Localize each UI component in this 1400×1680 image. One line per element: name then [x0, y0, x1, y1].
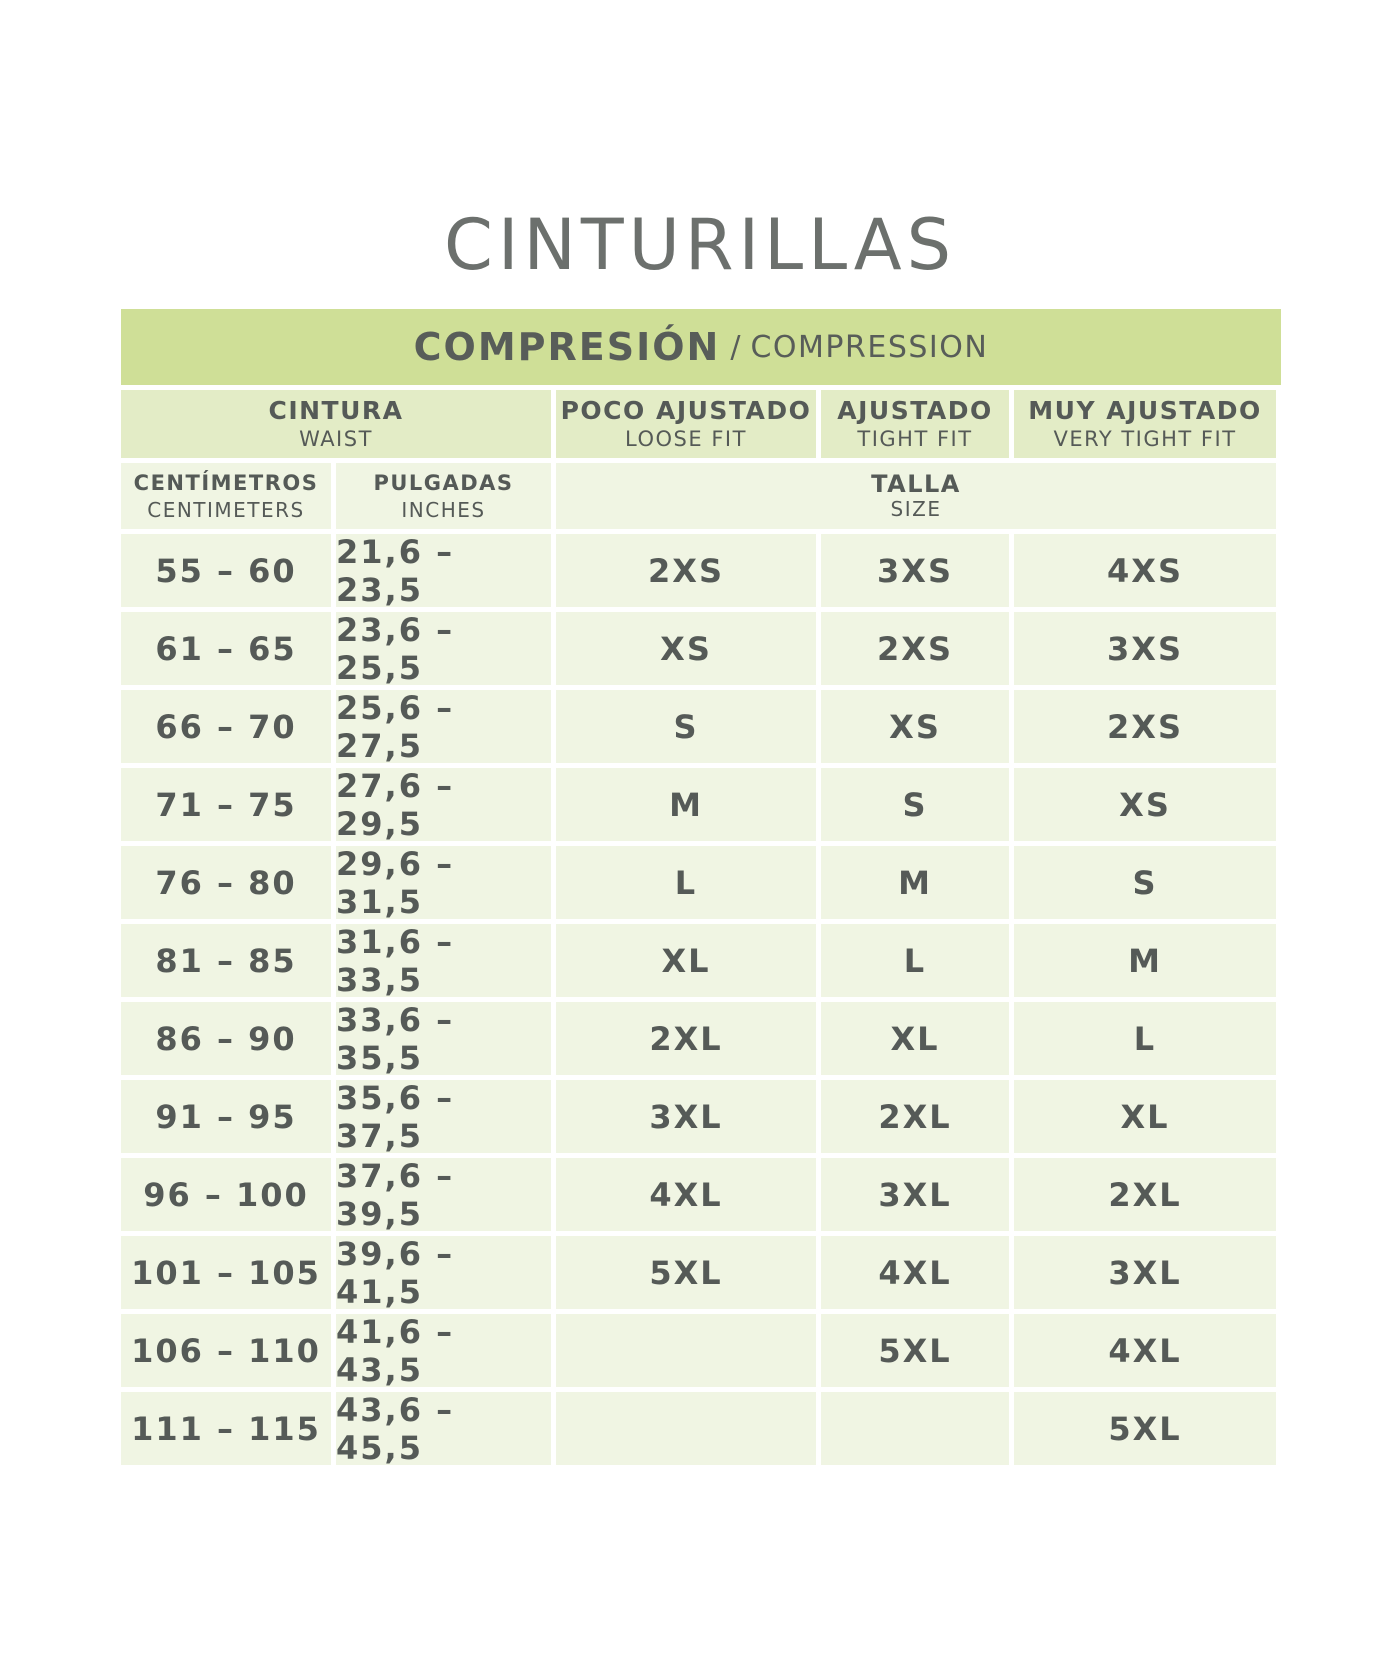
centimeters-cell: 101 – 105 [121, 1236, 331, 1309]
very-tight-fit-size-cell: 2XS [1014, 690, 1276, 763]
inches-cell: 21,6 – 23,5 [336, 534, 551, 607]
inches-cell: 25,6 – 27,5 [336, 690, 551, 763]
size-header-es: TALLA [871, 470, 961, 498]
very-tight-fit-size-cell: 3XL [1014, 1236, 1276, 1309]
very-tight-fit-size-cell: XS [1014, 768, 1276, 841]
very-tight-fit-size-cell: 5XL [1014, 1392, 1276, 1465]
very-tight-fit-size-cell: XL [1014, 1080, 1276, 1153]
very-tight-fit-header-en: VERY TIGHT FIT [1053, 427, 1237, 451]
table-row [121, 612, 1281, 685]
waist-header [121, 390, 551, 458]
inches-cell: 35,6 – 37,5 [336, 1080, 551, 1153]
size-header-en: SIZE [890, 497, 942, 521]
very-tight-fit-size-cell: 4XL [1014, 1314, 1276, 1387]
loose-fit-size-cell: 3XL [556, 1080, 816, 1153]
tight-fit-size-cell: XL [821, 1002, 1009, 1075]
tight-fit-size-cell: L [821, 924, 1009, 997]
loose-fit-size-cell: XL [556, 924, 816, 997]
table-row [121, 1080, 1281, 1153]
tight-fit-size-cell: 2XL [821, 1080, 1009, 1153]
centimeters-header-en: CENTIMETERS [147, 498, 305, 522]
centimeters-cell: 86 – 90 [121, 1002, 331, 1075]
loose-fit-size-cell: 5XL [556, 1236, 816, 1309]
very-tight-fit-size-cell: 4XS [1014, 534, 1276, 607]
loose-fit-header-es: POCO AJUSTADO [560, 396, 812, 425]
page-title: CINTURILLAS [443, 204, 957, 286]
centimeters-cell: 81 – 85 [121, 924, 331, 997]
banner-separator: / [730, 329, 741, 365]
tight-fit-size-cell: M [821, 846, 1009, 919]
size-header [556, 463, 1276, 529]
banner-title-es: COMPRESIÓN [413, 325, 721, 369]
tight-fit-size-cell: 3XS [821, 534, 1009, 607]
inches-cell: 33,6 – 35,5 [336, 1002, 551, 1075]
banner-title-en: COMPRESSION [750, 329, 989, 365]
inches-header-es: PULGADAS [373, 471, 514, 495]
size-rows [121, 534, 1281, 1465]
tight-fit-header-es: AJUSTADO [837, 396, 993, 425]
inches-cell: 23,6 – 25,5 [336, 612, 551, 685]
loose-fit-size-cell: M [556, 768, 816, 841]
very-tight-fit-header [1014, 390, 1276, 458]
table-row [121, 846, 1281, 919]
table-row [121, 534, 1281, 607]
waist-header-en: WAIST [299, 427, 373, 451]
loose-fit-size-cell: S [556, 690, 816, 763]
centimeters-cell: 106 – 110 [121, 1314, 331, 1387]
size-table [121, 309, 1281, 1470]
inches-cell: 27,6 – 29,5 [336, 768, 551, 841]
very-tight-fit-size-cell: 2XL [1014, 1158, 1276, 1231]
tight-fit-size-cell: 5XL [821, 1314, 1009, 1387]
centimeters-cell: 111 – 115 [121, 1392, 331, 1465]
very-tight-fit-size-cell: 3XS [1014, 612, 1276, 685]
compression-banner [121, 309, 1281, 385]
waist-header-es: CINTURA [268, 396, 404, 425]
inches-cell: 37,6 – 39,5 [336, 1158, 551, 1231]
fit-header-row [121, 390, 1281, 458]
inches-cell: 31,6 – 33,5 [336, 924, 551, 997]
loose-fit-header-en: LOOSE FIT [625, 427, 747, 451]
tight-fit-header [821, 390, 1009, 458]
table-row [121, 1002, 1281, 1075]
inches-cell: 29,6 – 31,5 [336, 846, 551, 919]
centimeters-cell: 96 – 100 [121, 1158, 331, 1231]
tight-fit-size-cell: S [821, 768, 1009, 841]
table-row [121, 1158, 1281, 1231]
centimeters-cell: 55 – 60 [121, 534, 331, 607]
unit-header-row [121, 463, 1281, 529]
very-tight-fit-size-cell: S [1014, 846, 1276, 919]
very-tight-fit-size-cell: L [1014, 1002, 1276, 1075]
centimeters-cell: 91 – 95 [121, 1080, 331, 1153]
centimeters-cell: 71 – 75 [121, 768, 331, 841]
very-tight-fit-header-es: MUY AJUSTADO [1028, 396, 1262, 425]
centimeters-cell: 61 – 65 [121, 612, 331, 685]
tight-fit-size-cell: XS [821, 690, 1009, 763]
centimeters-header [121, 463, 331, 529]
loose-fit-size-cell: 4XL [556, 1158, 816, 1231]
inches-cell: 39,6 – 41,5 [336, 1236, 551, 1309]
inches-cell: 43,6 – 45,5 [336, 1392, 551, 1465]
tight-fit-size-cell: 3XL [821, 1158, 1009, 1231]
tight-fit-size-cell: 4XL [821, 1236, 1009, 1309]
inches-cell: 41,6 – 43,5 [336, 1314, 551, 1387]
loose-fit-size-cell: XS [556, 612, 816, 685]
table-row [121, 1314, 1281, 1387]
loose-fit-size-cell [556, 1392, 816, 1465]
table-row [121, 1392, 1281, 1465]
tight-fit-size-cell [821, 1392, 1009, 1465]
loose-fit-size-cell [556, 1314, 816, 1387]
centimeters-cell: 76 – 80 [121, 846, 331, 919]
table-row [121, 1236, 1281, 1309]
loose-fit-size-cell: 2XL [556, 1002, 816, 1075]
inches-header-en: INCHES [401, 498, 486, 522]
inches-header [336, 463, 551, 529]
centimeters-cell: 66 – 70 [121, 690, 331, 763]
tight-fit-header-en: TIGHT FIT [857, 427, 973, 451]
table-row [121, 690, 1281, 763]
centimeters-header-es: CENTÍMETROS [133, 471, 319, 495]
table-row [121, 924, 1281, 997]
loose-fit-size-cell: 2XS [556, 534, 816, 607]
very-tight-fit-size-cell: M [1014, 924, 1276, 997]
tight-fit-size-cell: 2XS [821, 612, 1009, 685]
loose-fit-header [556, 390, 816, 458]
loose-fit-size-cell: L [556, 846, 816, 919]
table-row [121, 768, 1281, 841]
